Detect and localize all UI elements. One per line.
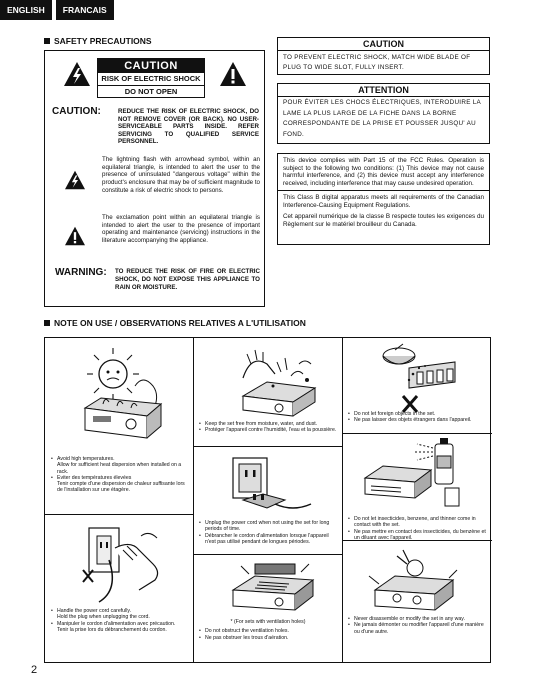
heading-square-icon <box>44 38 50 44</box>
foreign-objects-illustration <box>369 342 463 418</box>
moisture-note <box>199 421 337 434</box>
heat-note-bullet: • Eviter des températures élevées <box>51 475 187 481</box>
warning-text: TO REDUCE THE RISK OF FIRE OR ELECTRIC SHOCK, DO NOT EXPOSE THIS APPLIANCE TO RAIN OR MOISTURE. <box>115 268 260 291</box>
disassemble-note <box>348 616 488 635</box>
warning-label: WARNING: <box>55 267 107 278</box>
foreign-objects-note-bullet: • Do not let foreign objects in the set. <box>348 411 488 417</box>
cord-illustration <box>79 520 171 604</box>
fcc-divider <box>278 190 489 191</box>
insecticide-note-bullet: • Ne pas mettre en contact des insecticides, du benzène et un diluant avec l'appareil. <box>348 529 488 542</box>
heat-note <box>51 456 187 494</box>
insecticide-note <box>348 516 488 541</box>
attention-box-title: ATTENTION <box>278 84 489 97</box>
disassemble-illustration <box>367 546 463 616</box>
caution-emblem-title: CAUTION <box>98 59 204 73</box>
grid-divider <box>45 514 193 515</box>
safety-box <box>44 50 265 307</box>
heat-illustration <box>83 346 169 450</box>
heading-square-icon <box>44 320 50 326</box>
unplug-illustration <box>223 454 313 518</box>
cord-note-bullet: • Manipuler le cordon d'alimentation avec précaution. <box>51 621 187 627</box>
disassemble-note-bullet: • Never disassemble or modify the set in any way. <box>348 616 488 622</box>
heat-note-sub: Tenir compte d'une dispersion de chaleur suffisante lors de l'installation sur une étagère. <box>57 481 185 494</box>
notes-grid <box>44 337 491 663</box>
unplug-note <box>199 520 337 545</box>
cord-note-sub: Hold the plug when unplugging the cord. <box>57 614 150 621</box>
fcc-notice-box <box>277 153 490 245</box>
caution-text: REDUCE THE RISK OF ELECTRIC SHOCK, DO NOT REMOVE COVER (OR BACK). NO USER-SERVICEABLE PARTS INSIDE. REFER SERVICING TO QUALIFIED SERVICE PERSONNEL. <box>118 108 259 146</box>
ventilation-note <box>199 619 337 641</box>
fcc-paragraph-2: This Class B digital apparatus meets all requirements of the Canadian Interference-Causing Equipment Regulations. <box>283 193 484 209</box>
ventilation-asterisk-note: * (For sets with ventilation holes) <box>230 619 306 625</box>
note-heading <box>44 318 306 328</box>
caution-label: CAUTION: <box>52 106 101 117</box>
safety-heading-text: SAFETY PRECAUTIONS <box>54 36 152 46</box>
lang-tab-english: ENGLISH <box>0 0 52 20</box>
insecticide-illustration <box>361 438 465 508</box>
cord-note <box>51 608 187 633</box>
fcc-paragraph-3: Cet appareil numérique de la classe B respecte toutes les exigences du Règlement sur le matériel brouilleur du Canada. <box>283 213 484 228</box>
language-bar <box>0 0 118 20</box>
ventilation-note-bullet: • Do not obstruct the ventilation holes. <box>199 628 337 634</box>
lightning-small-icon <box>64 170 86 190</box>
exclamation-text: The exclamation point within an equilateral triangle is intended to alert the user to the presence of important operating and maintenance (servicing) instructions in the literature accompanying the appliance. <box>102 214 260 245</box>
grid-divider <box>193 446 342 447</box>
caution-box-title: CAUTION <box>278 38 489 51</box>
cord-note-sub: Tenir la prise lors du débranchement du cordon. <box>57 626 167 633</box>
moisture-note-bullet: • Keep the set free from moisture, water, and dust. <box>199 421 337 427</box>
lang-tab-francais: FRANCAIS <box>56 0 114 20</box>
unplug-note-bullet: • Débrancher le cordon d'alimentation lorsque l'appareil n'est pas utilisé pendant de longues périodes. <box>199 533 337 546</box>
moisture-note-bullet: • Protéger l'appareil contre l'humidité, l'eau et la poussière. <box>199 427 337 433</box>
attention-box-text: POUR ÉVITER LES CHOCS ÉLECTRIQUES, INTERODUIRE LA LAME LA PLUS LARGE DE LA FICHE DANS LA BORNE CORRESPONDANTE DE LA PRISE ET POUSSER JUSQU' AU FOND. <box>283 99 481 138</box>
disassemble-note-bullet: • Ne jamais démonter ou modifier l'appareil d'une manière ou d'une autre. <box>348 622 488 635</box>
lightning-triangle-icon <box>63 61 91 87</box>
heat-note-sub: Allow for sufficient heat dispersion when installed on a rack. <box>57 462 182 475</box>
ventilation-note-bullet: • Ne pas obstruer les trous d'aération. <box>199 635 337 641</box>
unplug-note-bullet: • Unplug the power cord when not using the set for long periods of time. <box>199 520 337 533</box>
heat-note-bullet: • Avoid high temperatures. <box>51 456 187 462</box>
fcc-paragraph-1: This device complies with Part 15 of the FCC Rules. Operation is subject to the following two conditions: (1) This device may not cause harmful interference, and (2) this device must accept any interference received, including interference that may cause undesired operation. <box>283 157 484 188</box>
foreign-objects-note <box>348 411 488 424</box>
lightning-text: The lightning flash with arrowhead symbol, within an equilateral triangle, is intended to alert the user to the presence of uninsulated "dangerous voltage" within the product's enclosure that may be of sufficient magnitude to constitute a risk of electric shock to persons. <box>102 156 260 194</box>
caution-emblem-line1: RISK OF ELECTRIC SHOCK <box>98 73 204 86</box>
exclamation-triangle-icon <box>219 61 247 87</box>
page-number: 2 <box>31 664 38 676</box>
insecticide-note-bullet: • Do not let insecticides, benzene, and thinner come in contact with the set. <box>348 516 488 529</box>
note-heading-text: NOTE ON USE / OBSERVATIONS RELATIVES A L'UTILISATION <box>54 318 306 328</box>
ventilation-illustration <box>229 560 321 616</box>
exclamation-small-icon <box>64 226 86 246</box>
caution-box <box>277 37 490 75</box>
caution-emblem <box>97 58 205 98</box>
grid-divider <box>193 554 342 555</box>
grid-divider <box>342 433 492 434</box>
attention-box <box>277 83 490 144</box>
moisture-illustration <box>237 344 323 418</box>
safety-heading <box>44 36 152 46</box>
caution-emblem-line2: DO NOT OPEN <box>124 87 178 96</box>
grid-divider <box>342 338 343 662</box>
grid-divider <box>193 338 194 662</box>
cord-note-bullet: • Handle the power cord carefully. <box>51 608 187 614</box>
foreign-objects-note-bullet: • Ne pas laisser des objets étrangers dans l'appareil. <box>348 417 488 423</box>
caution-box-text: TO PREVENT ELECTRIC SHOCK, MATCH WIDE BLADE OF PLUG TO WIDE SLOT, FULLY INSERT. <box>283 54 471 72</box>
